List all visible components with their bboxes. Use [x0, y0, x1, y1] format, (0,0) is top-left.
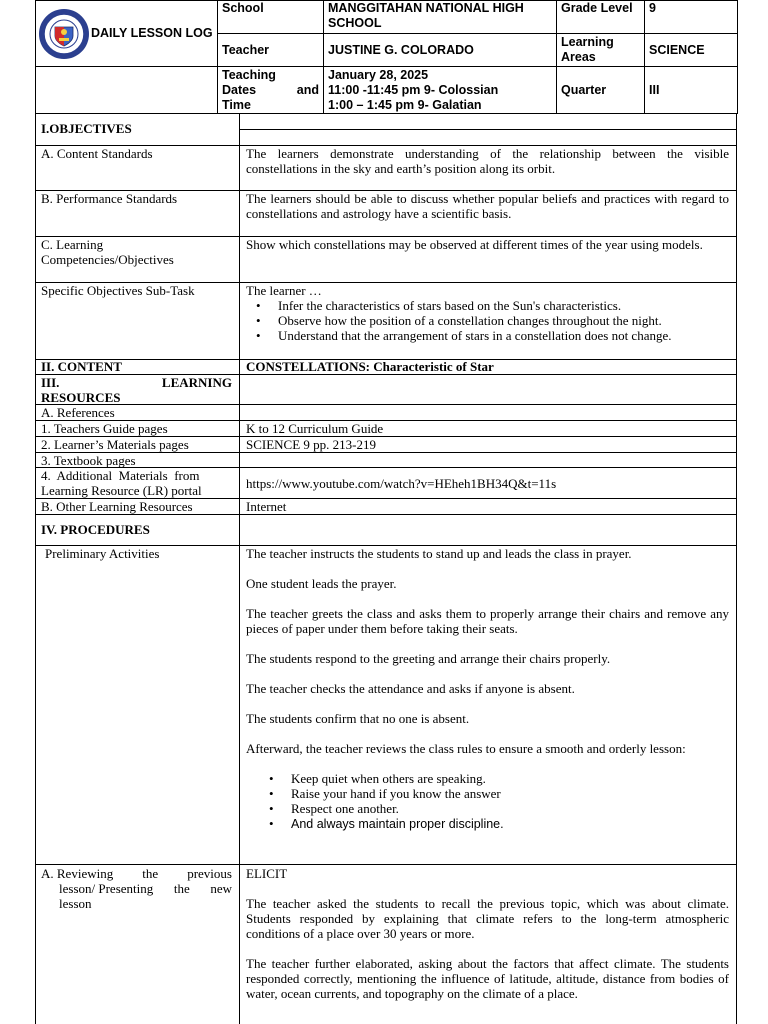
preliminary-activities-block [246, 546, 729, 832]
reviewing-label-line [41, 881, 232, 896]
grid-left-border [35, 113, 36, 1024]
grid-right-border [736, 113, 737, 1024]
objectives-heading: I.OBJECTIVES [41, 121, 132, 136]
quarter-label: Quarter [557, 67, 645, 114]
list-item: • Keep quiet when others are speaking. [269, 771, 486, 786]
rule-text: Raise your hand if you know the answer [291, 786, 501, 801]
additional-materials-label-line: 4. Additional Materials from [41, 468, 200, 483]
paragraph: The students respond to the greeting and arrange their chairs properly. [246, 651, 611, 666]
resources-heading-line [41, 375, 232, 390]
row-divider [35, 452, 737, 453]
document-title: DAILY LESSON LOG [91, 26, 213, 40]
date-line: 11:00 -11:45 pm 9- Colossian [328, 82, 499, 97]
competencies-label-line: Competencies/Objectives [41, 252, 174, 267]
rule-text: Keep quiet when others are speaking. [291, 771, 486, 786]
paragraph: The teacher greets the class and asks them to properly arrange their chairs and remove any pieces of paper under them before taking their seats. [246, 606, 729, 636]
specific-objectives-list [246, 298, 729, 343]
references-label: A. References [41, 405, 115, 420]
performance-standards-label: B. Performance Standards [41, 191, 178, 206]
reviewing-label-line: lesson [59, 896, 92, 911]
additional-materials-link[interactable]: https://www.youtube.com/watch?v=HEheh1BH34Q&t=11s [246, 476, 557, 491]
list-item: • Raise your hand if you know the answer [269, 786, 501, 801]
school-value: MANGGITAHAN NATIONAL HIGH SCHOOL [324, 1, 557, 34]
additional-materials-label [41, 468, 232, 498]
grade-level-label: Grade Level [557, 1, 645, 34]
paragraph: The teacher further elaborated, asking about the factors that affect climate. The students responded correctly, mentioning the influence of latitude, altitude, distance from bodies of water, ocean currents, and topography on the climate of a place. [246, 956, 729, 1001]
competencies-label [41, 237, 174, 267]
rule-text: Respect one another. [291, 801, 399, 816]
paragraph: The teacher asked the students to recall the previous topic, which was about climate. Students responded by explaining that climate refers to the long-term atmospheric conditions of a place over 30 years or more. [246, 896, 729, 941]
content-heading: II. CONTENT [41, 359, 122, 374]
rule-text: And always maintain proper discipline. [291, 817, 504, 831]
elicit-block [246, 866, 729, 1001]
resources-heading-word: LEARNING [161, 375, 232, 390]
row-divider [239, 129, 737, 130]
content-standards-text: The learners demonstrate understanding of the relationship between the visible constellations in the sky and earth’s position along its orbit. [246, 146, 729, 176]
content-standards-label: A. Content Standards [41, 146, 153, 161]
resources-heading-line: RESOURCES [41, 390, 121, 405]
reviewing-lesson-label [41, 866, 232, 911]
paragraph: The teacher checks the attendance and asks if anyone is absent. [246, 681, 575, 696]
paragraph: One student leads the prayer. [246, 576, 397, 591]
resources-heading-number: III. [41, 375, 60, 390]
list-item: • Infer the characteristics of stars based on the Sun's characteristics. [246, 298, 729, 313]
list-item: • Respect one another. [269, 801, 399, 816]
list-item: • Observe how the position of a constellation changes throughout the night. [246, 313, 729, 328]
preliminary-activities-label: Preliminary Activities [45, 546, 160, 561]
teacher-label: Teacher [218, 34, 324, 67]
grade-level-value: 9 [645, 1, 738, 34]
reviewing-label-word: A. Reviewing [41, 866, 114, 881]
teaching-label-line-2 [222, 83, 319, 98]
textbook-pages-label: 3. Textbook pages [41, 453, 136, 468]
teachers-guide-label: 1. Teachers Guide pages [41, 421, 168, 436]
content-value: CONSTELLATIONS: Characteristic of Star [246, 359, 494, 374]
elicit-heading: ELICIT [246, 866, 288, 881]
competencies-text: Show which constellations may be observed at different times of the year using models. [246, 237, 703, 252]
header-table [35, 0, 738, 114]
teaching-label-line-1: Teaching [222, 67, 276, 82]
grid-column-divider [239, 113, 240, 1024]
teaching-label-line-3: Time [222, 97, 251, 112]
paragraph: The teacher instructs the students to stand up and leads the class in prayer. [246, 546, 632, 561]
learning-areas-value: SCIENCE [645, 34, 738, 67]
learners-materials-value: SCIENCE 9 pp. 213-219 [246, 437, 376, 452]
learning-areas-label: Learning Areas [557, 34, 645, 67]
reviewing-label-word: previous [187, 866, 232, 881]
reviewing-label-word: the [173, 881, 190, 896]
paragraph: The students confirm that no one is absent. [246, 711, 470, 726]
teachers-guide-value: K to 12 Curriculum Guide [246, 421, 384, 436]
row-divider [35, 864, 737, 865]
specific-objectives-label: Specific Objectives Sub-Task [41, 283, 195, 298]
other-resources-label: B. Other Learning Resources [41, 499, 193, 514]
deped-seal-icon [38, 8, 90, 60]
logo-cell [36, 1, 218, 67]
teacher-value: JUSTINE G. COLORADO [324, 34, 557, 67]
learners-materials-label: 2. Learner’s Materials pages [41, 437, 189, 452]
reviewing-label-word: the [142, 866, 159, 881]
reviewing-label-word: lesson/ Presenting [59, 881, 154, 896]
paragraph: Afterward, the teacher reviews the class rules to ensure a smooth and orderly lesson: [246, 741, 686, 756]
school-label: School [218, 1, 324, 34]
header-blank-cell [36, 67, 218, 114]
specific-objectives-intro: The learner … [246, 283, 322, 298]
date-line: January 28, 2025 [328, 67, 429, 82]
quarter-value: III [645, 67, 738, 114]
date-line: 1:00 – 1:45 pm 9- Galatian [328, 97, 482, 112]
list-item: • And always maintain proper discipline. [269, 816, 504, 831]
procedures-heading: IV. PROCEDURES [41, 522, 150, 537]
performance-standards-text: The learners should be able to discuss whether popular beliefs and practices with regard to constellations and astrology have a scientific basis. [246, 191, 729, 221]
other-resources-value: Internet [246, 499, 287, 514]
list-item: • Understand that the arrangement of stars in a constellation does not change. [246, 328, 729, 343]
additional-materials-label-line: Learning Resource (LR) portal [41, 483, 202, 498]
class-rules-list [269, 771, 729, 832]
competencies-label-line: C. Learning [41, 237, 104, 252]
teaching-label-dates: Dates [222, 82, 257, 97]
row-divider [35, 514, 737, 515]
teaching-label-and: and [296, 82, 319, 97]
reviewing-label-line [41, 866, 232, 881]
reviewing-label-word: new [210, 881, 232, 896]
resources-heading [41, 375, 232, 405]
specific-objectives-block [246, 283, 729, 343]
teaching-dates-label [218, 67, 324, 114]
teaching-dates-value [324, 67, 557, 114]
